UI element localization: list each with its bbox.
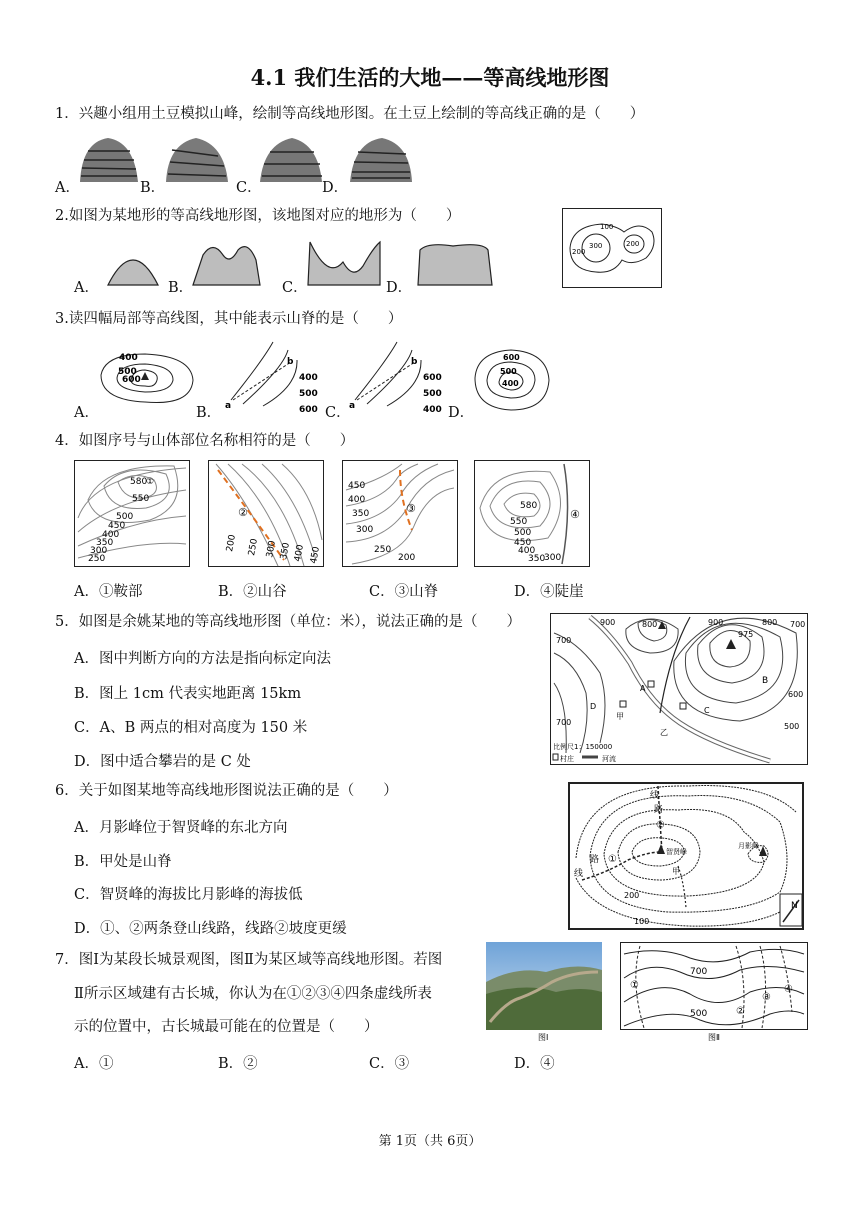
profile-b [193,247,260,285]
svg-text:N: N [791,901,798,911]
svg-text:线: 线 [574,869,584,879]
svg-text:700: 700 [556,718,572,727]
svg-text:河流: 河流 [602,755,616,763]
svg-text:200: 200 [624,891,640,900]
svg-text:路: 路 [590,855,600,865]
svg-text:350: 350 [528,554,546,564]
svg-text:智贤峰: 智贤峰 [666,848,687,856]
svg-text:400: 400 [293,543,306,563]
question-7-stem-line-2: Ⅱ所示区域建有古长城，你认为在①②③④四条虚线所表 [74,986,432,1002]
svg-text:A: A [640,684,646,693]
svg-text:400: 400 [423,405,442,415]
svg-text:b: b [411,357,418,367]
svg-text:村庄: 村庄 [560,755,574,763]
q7-option-c: C．③ [369,1056,410,1072]
q5-option-a: A．图中判断方向的方法是指向标定向法 [74,651,331,667]
svg-text:D: D [590,702,597,711]
svg-text:C: C [704,706,710,715]
svg-text:甲: 甲 [616,712,624,721]
svg-text:500: 500 [514,528,532,538]
potato-d-image [350,138,412,182]
q2-label-200b: 200 [626,240,640,248]
q1-option-b: B． [140,180,166,196]
page-title: 4.1 我们生活的大地——等高线地形图 [250,65,610,90]
question-4-stem: 4．如图序号与山体部位名称相符的是（ ） [55,433,355,449]
q4-option-d: D．④陡崖 [514,584,584,600]
question-1-stem: 1．兴趣小组用土豆模拟山峰，绘制等高线地形图。在土豆上绘制的等高线正确的是（ ） [55,106,645,122]
svg-text:800: 800 [642,620,658,629]
svg-text:月影峰: 月影峰 [738,842,759,850]
q6-option-c: C．智贤峰的海拔比月影峰的海拔低 [74,887,303,903]
svg-text:400: 400 [119,353,138,363]
svg-text:①: ① [630,980,639,991]
question-5-contour-map [550,613,808,765]
q2-label-200a: 200 [572,248,586,256]
q4-fig-1 [75,461,190,567]
svg-text:700: 700 [690,967,708,977]
svg-text:600: 600 [299,405,318,415]
q7-option-b: B．② [218,1056,258,1072]
svg-text:a: a [225,401,232,411]
q3-option-a: A． [74,405,99,421]
svg-text:580: 580 [520,501,538,511]
figure-2-caption: 图Ⅱ [708,1033,720,1042]
svg-text:300: 300 [265,539,278,559]
question-4-contour-figures [74,460,594,568]
svg-text:b: b [287,357,294,367]
question-7-stem-line-1: 7．图Ⅰ为某段长城景观图，图Ⅱ为某区域等高线地形图。若图 [55,952,443,968]
page-footer: 第 1页（共 6页） [378,1134,482,1149]
svg-text:200: 200 [398,553,416,563]
svg-text:500: 500 [116,512,134,522]
q6-option-a: A．月影峰位于智贤峰的东北方向 [74,820,288,836]
svg-text:a: a [349,401,356,411]
svg-text:100: 100 [634,917,650,926]
question-3-stem: 3.读四幅局部等高线图，其中能表示山脊的是（ ） [55,311,403,327]
q3-fig-b [225,342,318,415]
svg-text:450: 450 [514,538,532,548]
svg-text:580: 580 [130,477,148,487]
q1-option-d: D． [322,180,349,196]
profile-a [108,260,158,285]
svg-text:350: 350 [352,509,370,519]
svg-text:①: ① [146,477,155,487]
svg-text:200: 200 [225,533,238,553]
svg-text:250: 250 [247,537,260,557]
svg-text:线: 线 [650,791,660,801]
svg-text:250: 250 [88,554,106,564]
svg-text:500: 500 [118,367,137,377]
svg-text:路: 路 [654,805,664,815]
svg-text:500: 500 [784,722,800,731]
q3-option-d: D． [448,405,475,421]
profile-d [418,245,492,285]
svg-text:②: ② [656,820,665,831]
svg-text:500: 500 [500,367,517,376]
svg-text:500: 500 [299,389,318,399]
svg-text:400: 400 [299,373,318,383]
svg-text:450: 450 [309,545,322,565]
question-6-stem: 6．关于如图某地等高线地形图说法正确的是（ ） [55,783,398,799]
question-5-stem: 5．如图是余姚某地的等高线地形图（单位：米），说法正确的是（ ） [55,614,521,630]
great-wall-photo [486,942,602,1042]
svg-text:250: 250 [374,545,392,555]
svg-text:④: ④ [784,984,793,995]
q2-label-100: 100 [600,223,614,231]
profile-c [308,242,380,285]
q2-option-b: B． [168,280,194,296]
svg-text:700: 700 [556,636,572,645]
question-7-stem-line-3: 示的位置中，古长城最可能在的位置是（ ） [74,1019,379,1035]
q6-option-b: B．甲处是山脊 [74,854,172,870]
svg-text:③: ③ [762,992,771,1003]
svg-text:600: 600 [423,373,442,383]
svg-text:B: B [762,676,769,686]
svg-text:450: 450 [348,481,366,491]
svg-text:300: 300 [90,546,108,556]
svg-text:800: 800 [762,618,778,627]
svg-text:甲: 甲 [672,867,680,876]
svg-text:350: 350 [279,541,292,561]
svg-text:300: 300 [544,553,562,563]
svg-text:500: 500 [690,1009,708,1019]
svg-text:600: 600 [122,375,141,385]
svg-text:400: 400 [502,379,519,388]
q4-option-a: A．①鞍部 [74,584,143,600]
question-7-contour-map [620,942,808,1042]
svg-text:400: 400 [348,495,366,505]
svg-text:600: 600 [788,690,804,699]
q4-option-b: B．②山谷 [218,584,287,600]
question-6-contour-map [568,782,804,930]
q7-option-d: D．④ [514,1056,555,1072]
q7-option-a: A．① [74,1056,114,1072]
svg-text:900: 900 [708,618,724,627]
svg-text:500: 500 [423,389,442,399]
q1-option-c: C． [236,180,262,196]
svg-text:400: 400 [102,530,120,540]
potato-b-image [166,138,228,182]
potato-a-image [80,138,138,182]
svg-text:550: 550 [510,517,528,527]
q3-fig-d [475,350,549,410]
svg-text:350: 350 [96,538,114,548]
svg-text:700: 700 [790,620,806,629]
q4-option-c: C．③山脊 [369,584,439,600]
q6-option-d: D．①、②两条登山线路，线路②坡度更缓 [74,921,347,937]
svg-text:550: 550 [132,494,150,504]
q4-fig-4 [475,461,590,567]
svg-text:450: 450 [108,521,126,531]
svg-text:②: ② [736,1006,745,1017]
q4-fig-2 [209,461,324,567]
svg-text:④: ④ [570,508,580,521]
q3-fig-a [101,353,193,403]
svg-text:②: ② [238,506,248,519]
q2-option-a: A． [74,280,99,296]
q5-option-b: B．图上 1cm 代表实地距离 15km [74,686,302,702]
svg-text:600: 600 [503,353,520,362]
q2-option-d: D． [386,280,413,296]
potato-c-image [260,138,322,182]
q1-option-a: A． [55,180,80,196]
svg-text:300: 300 [356,525,374,535]
figure-1-caption: 图Ⅰ [538,1033,549,1042]
question-2-stem: 2.如图为某地形的等高线地形图，该地图对应的地形为（ ） [55,208,461,224]
svg-text:900: 900 [600,618,616,627]
q3-fig-c [349,342,442,415]
q2-label-300: 300 [589,242,603,250]
svg-text:③: ③ [406,502,416,515]
svg-text:400: 400 [518,546,536,556]
q3-option-b: B． [196,405,222,421]
svg-text:975: 975 [738,630,754,639]
q2-option-c: C． [282,280,308,296]
svg-text:①: ① [608,854,617,865]
q5-option-d: D．图中适合攀岩的是 C 处 [74,754,251,770]
q5-option-c: C．A、B 两点的相对高度为 150 米 [74,720,308,736]
q3-option-c: C． [325,405,351,421]
question-2-contour-map [562,208,662,288]
q4-fig-3 [343,461,458,567]
svg-text:乙: 乙 [660,728,668,737]
svg-text:比例尺1：150000: 比例尺1：150000 [553,743,613,751]
